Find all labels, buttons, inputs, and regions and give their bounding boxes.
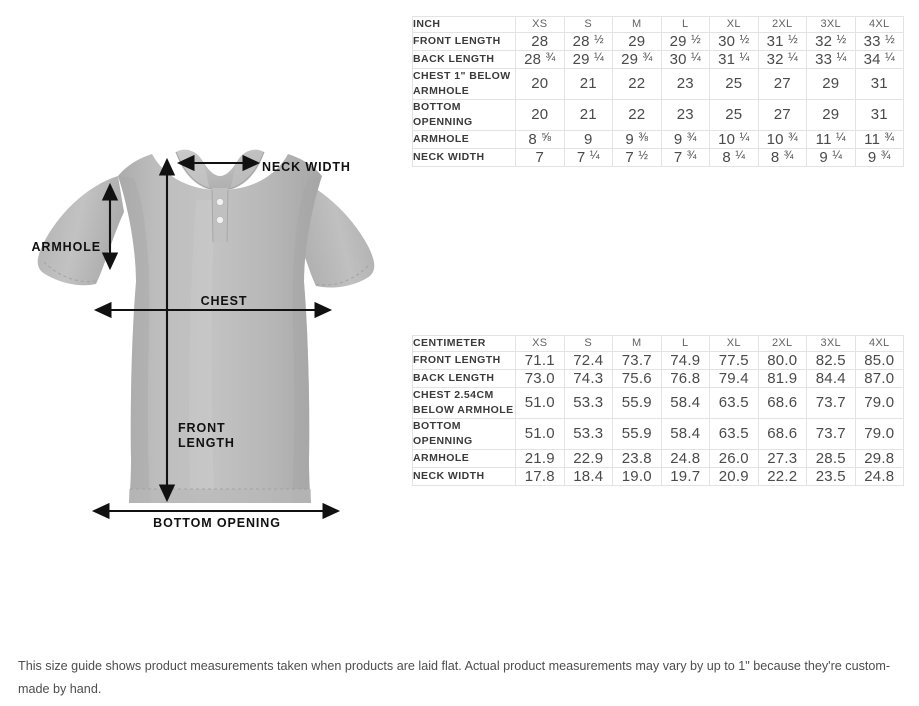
cell-front-length-2xl: 80.0	[758, 351, 807, 369]
cell-chest-2-54cm-below-armhole-2xl: 68.6	[758, 387, 807, 418]
table-header-row	[413, 336, 904, 352]
cell-front-length-4xl: 33 $^{\frac{1}{2}}$	[855, 32, 904, 50]
cell-armhole-s: 9	[564, 130, 613, 148]
row-label-bottom-openning: BOTTOM OPENNING	[413, 418, 516, 449]
row-label-front-length: FRONT LENGTH	[413, 32, 516, 50]
cell-neck-width-m: 19.0	[613, 467, 662, 485]
table-row	[413, 467, 904, 485]
size-guide-disclaimer: This size guide shows product measurements taken when products are laid flat. Actual product measurements may vary by up to 1" because they're custom-made by hand.	[18, 659, 891, 697]
cell-armhole-2xl: 27.3	[758, 449, 807, 467]
cell-back-length-l: 76.8	[661, 369, 710, 387]
bottom-opening-label: BOTTOM OPENING	[153, 516, 281, 530]
cell-bottom-openning-l: 23	[661, 99, 710, 130]
cell-bottom-openning-3xl: 29	[807, 99, 856, 130]
table-header-row	[413, 17, 904, 33]
cell-armhole-3xl: 11 $^{\frac{1}{4}}$	[807, 130, 856, 148]
cell-bottom-openning-4xl: 31	[855, 99, 904, 130]
table-row	[413, 32, 904, 50]
unit-label-inch: INCH	[413, 17, 516, 33]
cell-neck-width-m: 7 $^{\frac{1}{2}}$	[613, 148, 662, 166]
row-label-chest-2-54cm-below-armhole: CHEST 2.54CM BELOW ARMHOLE	[413, 387, 516, 418]
cell-armhole-4xl: 11 $^{\frac{3}{4}}$	[855, 130, 904, 148]
cell-neck-width-4xl: 24.8	[855, 467, 904, 485]
row-label-back-length: BACK LENGTH	[413, 369, 516, 387]
cell-chest-2-54cm-below-armhole-3xl: 73.7	[807, 387, 856, 418]
cell-chest-1-below-armhole-4xl: 31	[855, 68, 904, 99]
polo-shirt-measurement-diagram	[0, 0, 408, 640]
inch-table-body	[413, 32, 904, 166]
table-row	[413, 130, 904, 148]
cell-bottom-openning-2xl: 68.6	[758, 418, 807, 449]
cell-bottom-openning-xs: 20	[516, 99, 565, 130]
cell-front-length-m: 73.7	[613, 351, 662, 369]
row-label-armhole: ARMHOLE	[413, 130, 516, 148]
cell-back-length-xl: 79.4	[710, 369, 759, 387]
table-row	[413, 387, 904, 418]
cell-armhole-xs: 8 $^{\frac{5}{8}}$	[516, 130, 565, 148]
cell-armhole-m: 23.8	[613, 449, 662, 467]
table-row	[413, 68, 904, 99]
front-length-label-line1: FRONT	[178, 421, 226, 435]
cell-bottom-openning-xs: 51.0	[516, 418, 565, 449]
cell-bottom-openning-l: 58.4	[661, 418, 710, 449]
row-label-back-length: BACK LENGTH	[413, 50, 516, 68]
cell-chest-1-below-armhole-xs: 20	[516, 68, 565, 99]
cell-neck-width-3xl: 9 $^{\frac{1}{4}}$	[807, 148, 856, 166]
size-header-4xl: 4XL	[855, 17, 904, 33]
cell-armhole-xs: 21.9	[516, 449, 565, 467]
cell-neck-width-s: 7 $^{\frac{1}{4}}$	[564, 148, 613, 166]
centimeter-size-table	[412, 335, 904, 486]
cell-chest-1-below-armhole-l: 23	[661, 68, 710, 99]
cell-back-length-xs: 28 $^{\frac{3}{4}}$	[516, 50, 565, 68]
size-header-xs: XS	[516, 336, 565, 352]
cell-neck-width-xl: 8 $^{\frac{1}{4}}$	[710, 148, 759, 166]
cell-neck-width-4xl: 9 $^{\frac{3}{4}}$	[855, 148, 904, 166]
cell-front-length-xs: 28	[516, 32, 565, 50]
cell-armhole-2xl: 10 $^{\frac{3}{4}}$	[758, 130, 807, 148]
cell-neck-width-l: 7 $^{\frac{3}{4}}$	[661, 148, 710, 166]
shirt-illustration	[0, 0, 408, 640]
cell-bottom-openning-xl: 25	[710, 99, 759, 130]
collar-button-bottom	[216, 216, 223, 223]
front-length-label-line2: LENGTH	[178, 436, 235, 450]
row-label-armhole: ARMHOLE	[413, 449, 516, 467]
cell-bottom-openning-m: 55.9	[613, 418, 662, 449]
cell-chest-2-54cm-below-armhole-m: 55.9	[613, 387, 662, 418]
cell-back-length-3xl: 84.4	[807, 369, 856, 387]
armhole-label: ARMHOLE	[31, 240, 101, 254]
cell-front-length-3xl: 82.5	[807, 351, 856, 369]
cell-armhole-m: 9 $^{\frac{3}{8}}$	[613, 130, 662, 148]
cell-armhole-l: 24.8	[661, 449, 710, 467]
size-header-l: L	[661, 336, 710, 352]
unit-label-centimeter: CENTIMETER	[413, 336, 516, 352]
cell-front-length-l: 74.9	[661, 351, 710, 369]
cell-chest-1-below-armhole-xl: 25	[710, 68, 759, 99]
cell-chest-1-below-armhole-s: 21	[564, 68, 613, 99]
collar-button-top	[216, 198, 223, 205]
cell-front-length-xs: 71.1	[516, 351, 565, 369]
cell-front-length-m: 29	[613, 32, 662, 50]
row-label-chest-1-below-armhole: CHEST 1" BELOW ARMHOLE	[413, 68, 516, 99]
cell-chest-1-below-armhole-2xl: 27	[758, 68, 807, 99]
cell-neck-width-2xl: 8 $^{\frac{3}{4}}$	[758, 148, 807, 166]
neck-width-label: NECK WIDTH	[262, 160, 351, 174]
cell-back-length-l: 30 $^{\frac{1}{4}}$	[661, 50, 710, 68]
table-row	[413, 99, 904, 130]
cell-back-length-3xl: 33 $^{\frac{1}{4}}$	[807, 50, 856, 68]
cell-bottom-openning-2xl: 27	[758, 99, 807, 130]
cell-armhole-s: 22.9	[564, 449, 613, 467]
cell-chest-2-54cm-below-armhole-xs: 51.0	[516, 387, 565, 418]
cell-back-length-4xl: 34 $^{\frac{1}{4}}$	[855, 50, 904, 68]
size-header-2xl: 2XL	[758, 17, 807, 33]
cell-bottom-openning-xl: 63.5	[710, 418, 759, 449]
cell-back-length-4xl: 87.0	[855, 369, 904, 387]
cell-chest-2-54cm-below-armhole-xl: 63.5	[710, 387, 759, 418]
size-header-m: M	[613, 17, 662, 33]
cell-neck-width-s: 18.4	[564, 467, 613, 485]
table-row	[413, 369, 904, 387]
cell-front-length-xl: 77.5	[710, 351, 759, 369]
cell-back-length-m: 29 $^{\frac{3}{4}}$	[613, 50, 662, 68]
cell-bottom-openning-4xl: 79.0	[855, 418, 904, 449]
table-row	[413, 418, 904, 449]
size-header-l: L	[661, 17, 710, 33]
cell-armhole-l: 9 $^{\frac{3}{4}}$	[661, 130, 710, 148]
cell-armhole-xl: 26.0	[710, 449, 759, 467]
cell-back-length-m: 75.6	[613, 369, 662, 387]
size-header-3xl: 3XL	[807, 17, 856, 33]
cell-front-length-4xl: 85.0	[855, 351, 904, 369]
cell-bottom-openning-s: 53.3	[564, 418, 613, 449]
size-header-s: S	[564, 17, 613, 33]
size-header-xs: XS	[516, 17, 565, 33]
table-row	[413, 148, 904, 166]
row-label-neck-width: NECK WIDTH	[413, 148, 516, 166]
cell-neck-width-xs: 7	[516, 148, 565, 166]
size-header-3xl: 3XL	[807, 336, 856, 352]
size-header-m: M	[613, 336, 662, 352]
cell-bottom-openning-m: 22	[613, 99, 662, 130]
cell-bottom-openning-s: 21	[564, 99, 613, 130]
row-label-front-length: FRONT LENGTH	[413, 351, 516, 369]
cell-neck-width-xl: 20.9	[710, 467, 759, 485]
cell-back-length-s: 29 $^{\frac{1}{4}}$	[564, 50, 613, 68]
size-header-2xl: 2XL	[758, 336, 807, 352]
cell-front-length-s: 28 $^{\frac{1}{2}}$	[564, 32, 613, 50]
cell-chest-2-54cm-below-armhole-s: 53.3	[564, 387, 613, 418]
row-label-bottom-openning: BOTTOM OPENNING	[413, 99, 516, 130]
cell-back-length-s: 74.3	[564, 369, 613, 387]
cell-back-length-2xl: 81.9	[758, 369, 807, 387]
table-row	[413, 351, 904, 369]
cell-armhole-3xl: 28.5	[807, 449, 856, 467]
cell-neck-width-xs: 17.8	[516, 467, 565, 485]
cell-armhole-xl: 10 $^{\frac{1}{4}}$	[710, 130, 759, 148]
cell-back-length-xl: 31 $^{\frac{1}{4}}$	[710, 50, 759, 68]
cell-front-length-xl: 30 $^{\frac{1}{2}}$	[710, 32, 759, 50]
row-label-neck-width: NECK WIDTH	[413, 467, 516, 485]
table-row	[413, 50, 904, 68]
cm-table-body	[413, 351, 904, 485]
size-header-xl: XL	[710, 336, 759, 352]
cell-chest-1-below-armhole-3xl: 29	[807, 68, 856, 99]
size-header-s: S	[564, 336, 613, 352]
table-row	[413, 449, 904, 467]
cell-front-length-2xl: 31 $^{\frac{1}{2}}$	[758, 32, 807, 50]
inch-size-table	[412, 16, 904, 167]
cell-chest-2-54cm-below-armhole-l: 58.4	[661, 387, 710, 418]
cell-neck-width-3xl: 23.5	[807, 467, 856, 485]
cell-front-length-s: 72.4	[564, 351, 613, 369]
cell-back-length-xs: 73.0	[516, 369, 565, 387]
cell-chest-2-54cm-below-armhole-4xl: 79.0	[855, 387, 904, 418]
cell-neck-width-l: 19.7	[661, 467, 710, 485]
size-header-4xl: 4XL	[855, 336, 904, 352]
chest-label: CHEST	[200, 294, 248, 308]
cell-front-length-3xl: 32 $^{\frac{1}{2}}$	[807, 32, 856, 50]
cell-front-length-l: 29 $^{\frac{1}{2}}$	[661, 32, 710, 50]
cell-neck-width-2xl: 22.2	[758, 467, 807, 485]
size-header-xl: XL	[710, 17, 759, 33]
cell-armhole-4xl: 29.8	[855, 449, 904, 467]
cell-chest-1-below-armhole-m: 22	[613, 68, 662, 99]
cell-bottom-openning-3xl: 73.7	[807, 418, 856, 449]
cell-back-length-2xl: 32 $^{\frac{1}{4}}$	[758, 50, 807, 68]
